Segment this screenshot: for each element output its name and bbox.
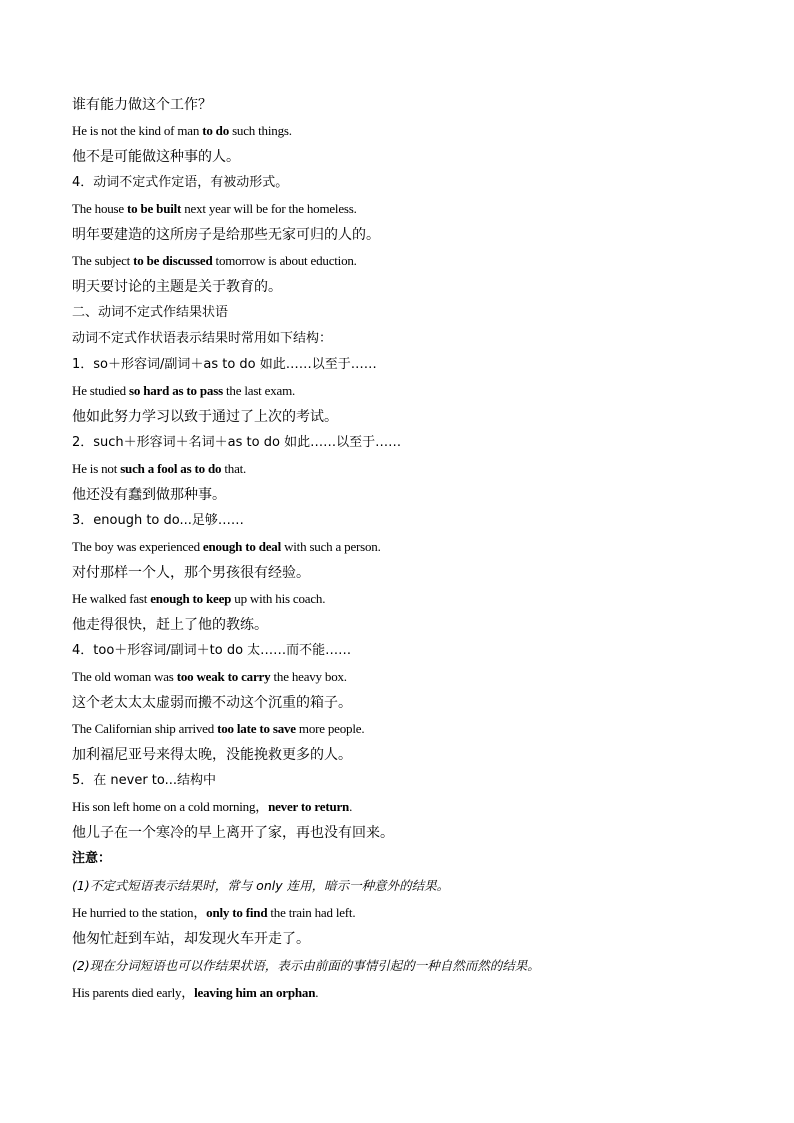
text-segment: such things. [229, 123, 292, 138]
text-segment: The boy was experienced [72, 539, 203, 554]
highlighted-phrase: too late to save [217, 721, 296, 736]
highlighted-phrase: to do [202, 123, 230, 138]
text-segment: 注意： [72, 851, 112, 866]
text-segment: The subject [72, 253, 134, 268]
text-segment: 动词不定式作状语表示结果时常用如下结构： [72, 331, 333, 346]
highlighted-phrase: to be discussed [133, 253, 213, 268]
text-segment: 明年要建造的这所房子是给那些无家可归的人的。 [72, 227, 380, 243]
text-segment: with such a person. [281, 539, 381, 554]
text-segment: 他匆忙赶到车站，却发现火车开走了。 [72, 931, 310, 947]
text-segment: 这个老太太太虚弱而搬不动这个沉重的箱子。 [72, 695, 352, 711]
chinese-translation [72, 612, 732, 638]
note-label [72, 846, 732, 872]
english-sentence [72, 716, 732, 742]
text-segment: (2)现在分词短语也可以作结果状语，表示由前面的事情引起的一种自然而然的结果。 [72, 958, 540, 973]
chinese-translation [72, 926, 732, 952]
highlighted-phrase: never to return [268, 799, 350, 814]
english-sentence [72, 456, 732, 482]
english-sentence [72, 118, 732, 144]
section-heading [72, 352, 732, 378]
text-segment: 3．enough to do...足够…… [72, 513, 244, 528]
chinese-translation [72, 820, 732, 846]
text-segment: He is not the kind of man [72, 123, 203, 138]
english-sentence [72, 534, 732, 560]
highlighted-phrase: enough to deal [202, 539, 282, 554]
english-sentence [72, 980, 732, 1006]
chinese-translation [72, 92, 732, 118]
english-sentence [72, 248, 732, 274]
english-sentence [72, 900, 732, 926]
text-segment: the last exam. [222, 383, 296, 398]
text-segment: the train had left. [267, 905, 356, 920]
document-page [72, 92, 732, 1006]
chinese-translation [72, 690, 732, 716]
text-segment: He is not [72, 461, 121, 476]
section-heading [72, 430, 732, 456]
text-segment: the heavy box. [270, 669, 347, 684]
section-heading [72, 508, 732, 534]
section-heading [72, 170, 732, 196]
text-segment: 谁有能力做这个工作？ [72, 97, 212, 113]
text-segment: 他走得很快，赶上了他的教练。 [72, 617, 268, 633]
highlighted-phrase: to be built [127, 201, 182, 216]
text-segment: The house [72, 201, 128, 216]
text-segment: . [315, 985, 319, 1000]
text-segment: 5．在 never to...结构中 [72, 773, 217, 788]
chinese-translation [72, 144, 732, 170]
text-segment: His parents died early， [72, 985, 195, 1000]
text-segment: The old woman was [72, 669, 177, 684]
english-sentence [72, 196, 732, 222]
note-text [72, 952, 732, 980]
text-segment: 4．动词不定式作定语，有被动形式。 [72, 175, 289, 190]
highlighted-phrase: such a fool as to do [120, 461, 222, 476]
text-segment: 他儿子在一个寒冷的早上离开了家，再也没有回来。 [72, 825, 394, 841]
note-text [72, 872, 732, 900]
highlighted-phrase: so hard as to pass [129, 383, 223, 398]
highlighted-phrase: too weak to carry [176, 669, 271, 684]
section-heading [72, 768, 732, 794]
text-segment: His son left home on a cold morning， [72, 799, 269, 814]
text-segment: 1．so＋形容词/副词＋as to do 如此……以至于…… [72, 357, 377, 372]
highlighted-phrase: leaving him an orphan [194, 985, 316, 1000]
text-segment: 他如此努力学习以致于通过了上次的考试。 [72, 409, 338, 425]
text-segment: He hurried to the station， [72, 905, 207, 920]
highlighted-phrase: enough to keep [150, 591, 232, 606]
section-heading [72, 326, 732, 352]
text-segment: 明天要讨论的主题是关于教育的。 [72, 279, 282, 295]
text-segment: He studied [72, 383, 130, 398]
chinese-translation [72, 742, 732, 768]
text-segment: tomorrow is about eduction. [212, 253, 357, 268]
chinese-translation [72, 482, 732, 508]
text-segment: 2．such＋形容词＋名词＋as to do 如此……以至于…… [72, 435, 402, 450]
section-heading [72, 300, 732, 326]
chinese-translation [72, 560, 732, 586]
highlighted-phrase: only to find [206, 905, 268, 920]
text-segment: 他不是可能做这种事的人。 [72, 149, 240, 165]
text-segment: 4．too＋形容词/副词＋to do 太……而不能…… [72, 643, 352, 658]
text-segment: 他还没有蠢到做那种事。 [72, 487, 226, 503]
english-sentence [72, 664, 732, 690]
text-segment: 对付那样一个人，那个男孩很有经验。 [72, 565, 310, 581]
text-segment: 二、动词不定式作结果状语 [72, 305, 229, 320]
text-segment: that. [221, 461, 247, 476]
text-segment: . [349, 799, 353, 814]
text-segment: (1)不定式短语表示结果时，常与 only 连用，暗示一种意外的结果。 [72, 878, 450, 893]
text-segment: more people. [295, 721, 365, 736]
text-segment: next year will be for the homeless. [181, 201, 357, 216]
section-heading [72, 638, 732, 664]
english-sentence [72, 794, 732, 820]
english-sentence [72, 378, 732, 404]
chinese-translation [72, 222, 732, 248]
text-segment: The Californian ship arrived [72, 721, 218, 736]
text-segment: He walked fast [72, 591, 151, 606]
chinese-translation [72, 404, 732, 430]
chinese-translation [72, 274, 732, 300]
text-segment: up with his coach. [231, 591, 326, 606]
text-segment: 加利福尼亚号来得太晚，没能挽救更多的人。 [72, 747, 352, 763]
english-sentence [72, 586, 732, 612]
